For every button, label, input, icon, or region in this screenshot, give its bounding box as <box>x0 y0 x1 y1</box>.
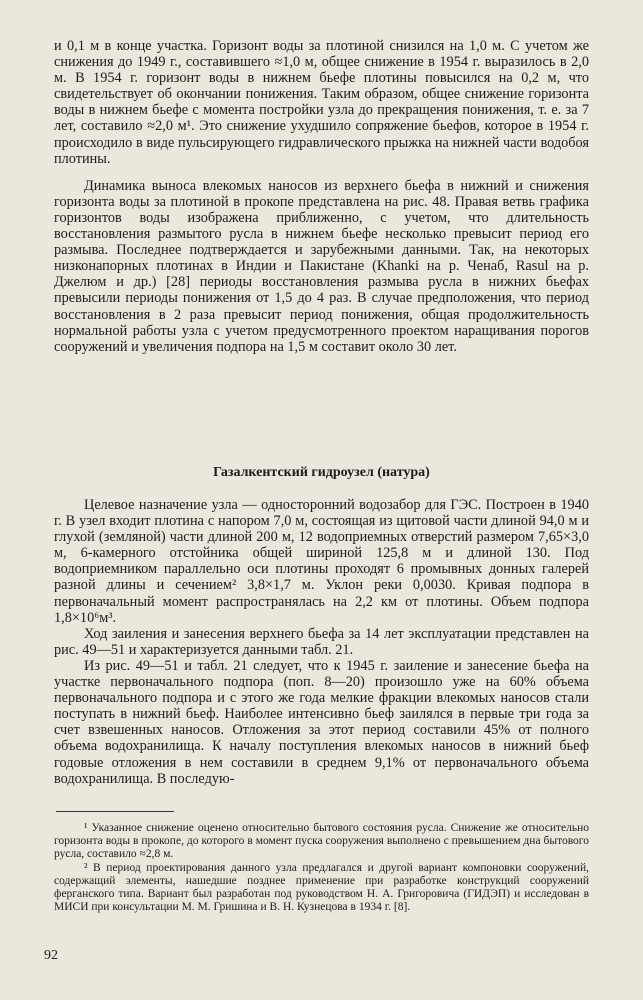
paragraph-analysis: Из рис. 49—51 и табл. 21 следует, что к 1945 г. заиление и занесение бьефа на участке первоначального подпора (поп. 8—20) произошло уже на 60% объема первоначального подпора и с этого же года мелкие фракции влекомых наносов стали поступать в нижний бьеф. Наиболее интенсивно бьеф заилялся в первые три года за счет взвешенных наносов. Отложения за этот период составили 45% от полного объема водохранилища. К началу поступления влекомых наносов в нижний бьеф годовые отложения в нем составили в среднем 9,1% от первоначального объема водохранилища. В последую- <box>54 657 589 787</box>
footnote-2: ² В период проектирования данного узла предлагался и другой вариант компоновки сооружений, содержащий элементы, нашедшие позднее применение при разработке конструкций сооружений ферганского типа. Вариант был разработан под руководством Н. А. Григоровича (ГИДЭП) и исследован в МИСИ при консультации М. М. Гришина и В. Н. Кузнецова в 1934 г. [8]. <box>54 861 589 914</box>
paragraph-continuation: и 0,1 м в конце участка. Горизонт воды за плотиной снизился на 1,0 м. С учетом же снижения до 1949 г., составившего ≈1,0 м, общее снижение в 1954 г. выразилось в 2,0 м. В 1954 г. горизонт воды в нижнем бьефе плотины повысился на 0,2 м, что свидетельствует об окончании понижения. Таким образом, общее снижение горизонта воды в нижнем бьефе с момента постройки узла до прекращения понижения, т. е. за 7 лет, составило ≈2,0 м¹. Это снижение ухудшило сопряжение бьефов, которое в 1954 г. происходило в виде пульсирующего гидравлического прыжка на нижней части водобоя плотины. <box>54 38 589 167</box>
body-text-section <box>54 497 589 787</box>
section-heading: Газалкентский гидроузел (натура) <box>213 465 430 480</box>
paragraph-dynamics: Динамика выноса влекомых наносов из верхнего бьефа в нижний и снижения горизонта воды за плотиной в прокопе представлена на рис. 48. Правая ветвь графика горизонтов воды изображена приближенно, с учетом, что длительность восстановления размытого русла в нижнем бьефе несколько превысит период его размыва. Последнее подтверждается и зарубежными данными. Так, на некоторых низконапорных плотинах в Индии и Пакистане (Khanki на р. Ченаб, Rasul на р. Джелюм и др.) [28] периоды восстановления размыва русла в нижних бьефах превысили периоды понижения от 1,5 до 4 раз. В случае предположения, что период восстановления в 2 раза превысит период понижения, общая продолжительность нормальной работы узла с учетом предусмотренного проектом наращивания порогов сооружений и увеличения подпора на 1,5 м составит около 30 лет. <box>54 177 589 355</box>
footnote-divider <box>56 811 174 812</box>
footnote-1: ¹ Указанное снижение оценено относительно бытового состояния русла. Снижение же относительно горизонта воды в прокопе, до которого в момент пуска сооружения выполнено с превышением дна бытового русла, составило ≈2,8 м. <box>54 822 589 861</box>
paragraph-purpose: Целевое назначение узла — односторонний водозабор для ГЭС. Построен в 1940 г. В узел входит плотина с напором 7,0 м, состоящая из щитовой части длиной 94,0 м и глухой (земляной) части длиной 200 м, 12 водоприемных отверстий размером 7,65×3,0 м, 6-камерного отстойника общей шириной 125,8 м и длиной 130. Под водоприемником параллельно оси плотины проходят 6 промывных донных галерей разной длины и сечением² 3,8×1,7 м. Уклон реки 0,0030. Кривая подпора в первоначальный момент распространялась на 2,2 км от плотины. Объем подпора 1,8×10⁶м³. <box>54 497 589 626</box>
body-text-top <box>54 38 589 355</box>
footnotes <box>54 822 589 914</box>
page-number: 92 <box>44 948 58 963</box>
paragraph-siltation: Ход заиления и занесения верхнего бьефа за 14 лет эксплуатации представлен на рис. 49—51 и характеризуется данными табл. 21. <box>54 625 589 658</box>
